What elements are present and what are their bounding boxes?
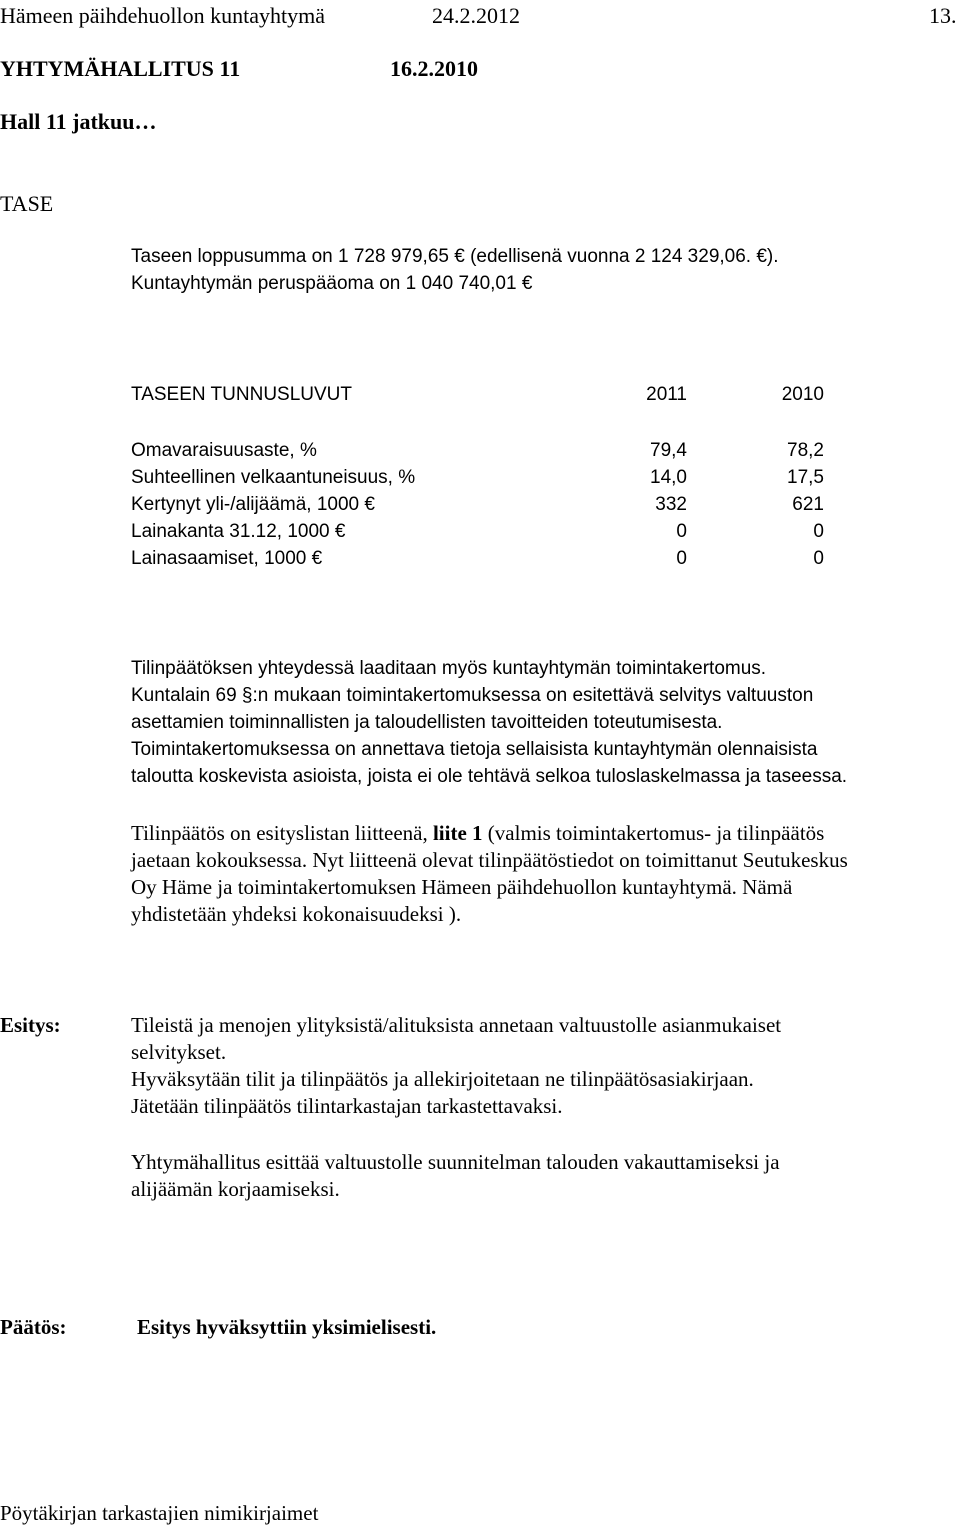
section-title-tase: TASE — [0, 191, 54, 216]
page-number: 13. — [929, 3, 957, 28]
report-line: Kuntalain 69 §:n mukaan toimintakertomuksessa on esitettävä selvitys valtuuston — [131, 685, 814, 706]
table-row-label: Suhteellinen velkaantuneisuus, % — [131, 467, 416, 488]
balance-total-line: Taseen loppusumma on 1 728 979,65 € (edellisenä vuonna 2 124 329,06. €). — [131, 246, 779, 267]
attachment-line: Oy Häme ja toimintakertomuksen Hämeen päihdehuollon kuntayhtymä. Nämä — [131, 875, 793, 899]
proposal-line: selvitykset. — [131, 1040, 227, 1064]
document-date: 24.2.2012 — [432, 3, 520, 28]
table-cell: 79,4 — [650, 440, 687, 461]
decision-label: Päätös: — [0, 1315, 67, 1339]
report-line: taloutta koskevista asioista, joista ei ole tehtävä selkoa tuloslaskelmassa ja taseessa. — [131, 766, 848, 787]
table-row-label: Kertynyt yli-/alijäämä, 1000 € — [131, 494, 375, 515]
proposal-line: Tileistä ja menojen ylityksistä/alituksista annetaan valtuustolle asianmukaiset — [131, 1013, 782, 1037]
proposal-line: alijäämän korjaamiseksi. — [131, 1177, 340, 1201]
proposal-label: Esitys: — [0, 1013, 61, 1037]
attachment-line: jaetaan kokouksessa. Nyt liitteenä olevat tilinpäätöstiedot on toimittanut Seutukeskus — [131, 848, 848, 872]
table-row-label: Omavaraisuusaste, % — [131, 440, 317, 461]
report-line: asettamien toiminnallisten ja taloudellisten tavoitteiden toteutumisesta. — [131, 712, 723, 733]
attachment-text: (valmis toimintakertomus- ja tilinpäätös — [482, 821, 825, 845]
table-cell: 0 — [676, 548, 687, 569]
table-cell: 332 — [655, 494, 687, 515]
proposal-line: Hyväksytään tilit ja tilinpäätös ja allekirjoitetaan ne tilinpäätösasiakirjaan. — [131, 1067, 754, 1091]
report-line: Tilinpäätöksen yhteydessä laaditaan myös kuntayhtymän toimintakertomus. — [131, 658, 767, 679]
table-row-label: Lainasaamiset, 1000 € — [131, 548, 323, 569]
proposal-line: Yhtymähallitus esittää valtuustolle suunnitelman talouden vakauttamiseksi ja — [131, 1150, 780, 1174]
equity-line: Kuntayhtymän peruspääoma on 1 040 740,01 € — [131, 273, 533, 294]
decision-text: Esitys hyväksyttiin yksimielisesti. — [137, 1315, 437, 1339]
table-cell: 0 — [813, 548, 824, 569]
table-cell: 17,5 — [787, 467, 824, 488]
signature-note: Pöytäkirjan tarkastajien nimikirjaimet — [0, 1501, 319, 1525]
attachment-line — [131, 823, 824, 844]
meeting-date: 16.2.2010 — [390, 56, 478, 81]
attachment-line: yhdistetään yhdeksi kokonaisuudeksi ). — [131, 902, 462, 926]
table-cell: 621 — [792, 494, 824, 515]
column-header: 2011 — [646, 384, 687, 405]
organization-name: Hämeen päihdehuollon kuntayhtymä — [0, 3, 326, 28]
attachment-text: Tilinpäätös on esityslistan liitteenä, — [131, 821, 433, 845]
section-continues: Hall 11 jatkuu… — [0, 109, 157, 134]
table-cell: 14,0 — [650, 467, 687, 488]
report-line: Toimintakertomuksessa on annettava tietoja sellaisista kuntayhtymän olennaisista — [131, 739, 818, 760]
table-row-label: Lainakanta 31.12, 1000 € — [131, 521, 346, 542]
attachment-reference: liite 1 — [432, 821, 483, 845]
table-cell: 78,2 — [787, 440, 824, 461]
table-cell: 0 — [676, 521, 687, 542]
table-cell: 0 — [813, 521, 824, 542]
column-header: 2010 — [781, 384, 824, 405]
proposal-line: Jätetään tilinpäätös tilintarkastajan tarkastettavaksi. — [131, 1094, 563, 1118]
meeting-name: YHTYMÄHALLITUS 11 — [0, 56, 241, 81]
table-title: TASEEN TUNNUSLUVUT — [131, 384, 352, 405]
